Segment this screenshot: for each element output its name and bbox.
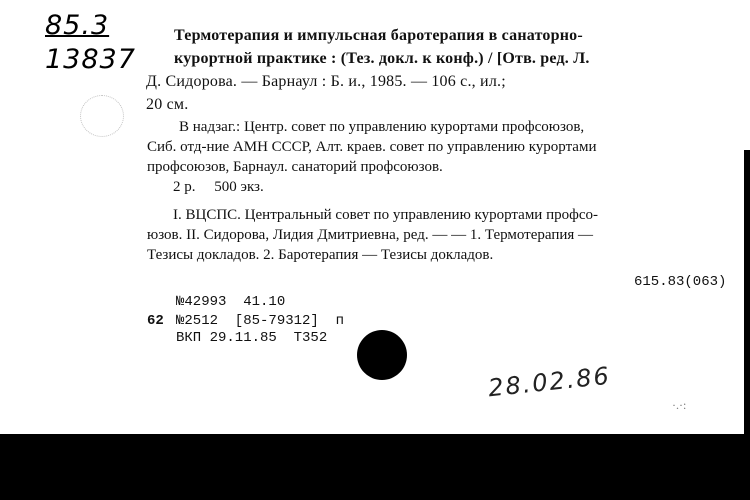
notes-block — [147, 117, 597, 197]
registration-line-1: №42993 41.10 — [176, 294, 286, 310]
subject-line-3: Тезисы докладов. 2. Баротерапия — Тезисы докладов. — [147, 247, 494, 263]
handwritten-class-code: 85.3 — [45, 10, 110, 41]
title-line-1: Термотерапия и импульсная баротерапия в санаторно- — [174, 27, 583, 44]
smudge-mark: ·.·: — [672, 398, 687, 412]
title-line-3: Д. Сидорова. — Барнаул : Б. и., 1985. — 106 с., ил.; — [146, 73, 506, 90]
note-line-2: Сиб. отд-ние АМН СССР, Алт. краев. совет по управлению курортами — [147, 139, 597, 155]
registration-line-2: №2512 [85-79312] п — [176, 313, 345, 329]
registration-line-3: ВКП 29.11.85 Т352 — [176, 330, 328, 346]
record-title — [146, 24, 590, 116]
scan-bottom-border — [0, 434, 750, 500]
note-line-3: профсоюзов, Барнаул. санаторий профсоюзов. — [147, 159, 443, 175]
subject-line-1: I. ВЦСПС. Центральный совет по управлению курортами профсо- — [173, 207, 598, 223]
faded-stamp — [80, 95, 124, 137]
title-line-4: 20 см. — [146, 96, 189, 113]
subject-line-2: юзов. II. Сидорова, Лидия Дмитриевна, ред. — — 1. Термотерапия — — [147, 227, 594, 243]
subject-block — [147, 205, 598, 265]
title-line-2: курортной практике : (Тез. докл. к конф.) / [Отв. ред. Л. — [174, 50, 590, 67]
udc-code: 615.83(063) — [634, 274, 727, 290]
price-line: 2 р. 500 экз. — [173, 179, 264, 195]
handwritten-inventory-number: 13837 — [45, 44, 136, 75]
registration-prefix: 62 — [147, 313, 164, 329]
card-punch-hole — [357, 330, 407, 380]
note-line-1: В надзаг.: Центр. совет по управлению курортами профсоюзов, — [179, 119, 585, 135]
handwritten-date: 28.02.86 — [486, 361, 613, 403]
card-right-edge — [744, 150, 750, 434]
